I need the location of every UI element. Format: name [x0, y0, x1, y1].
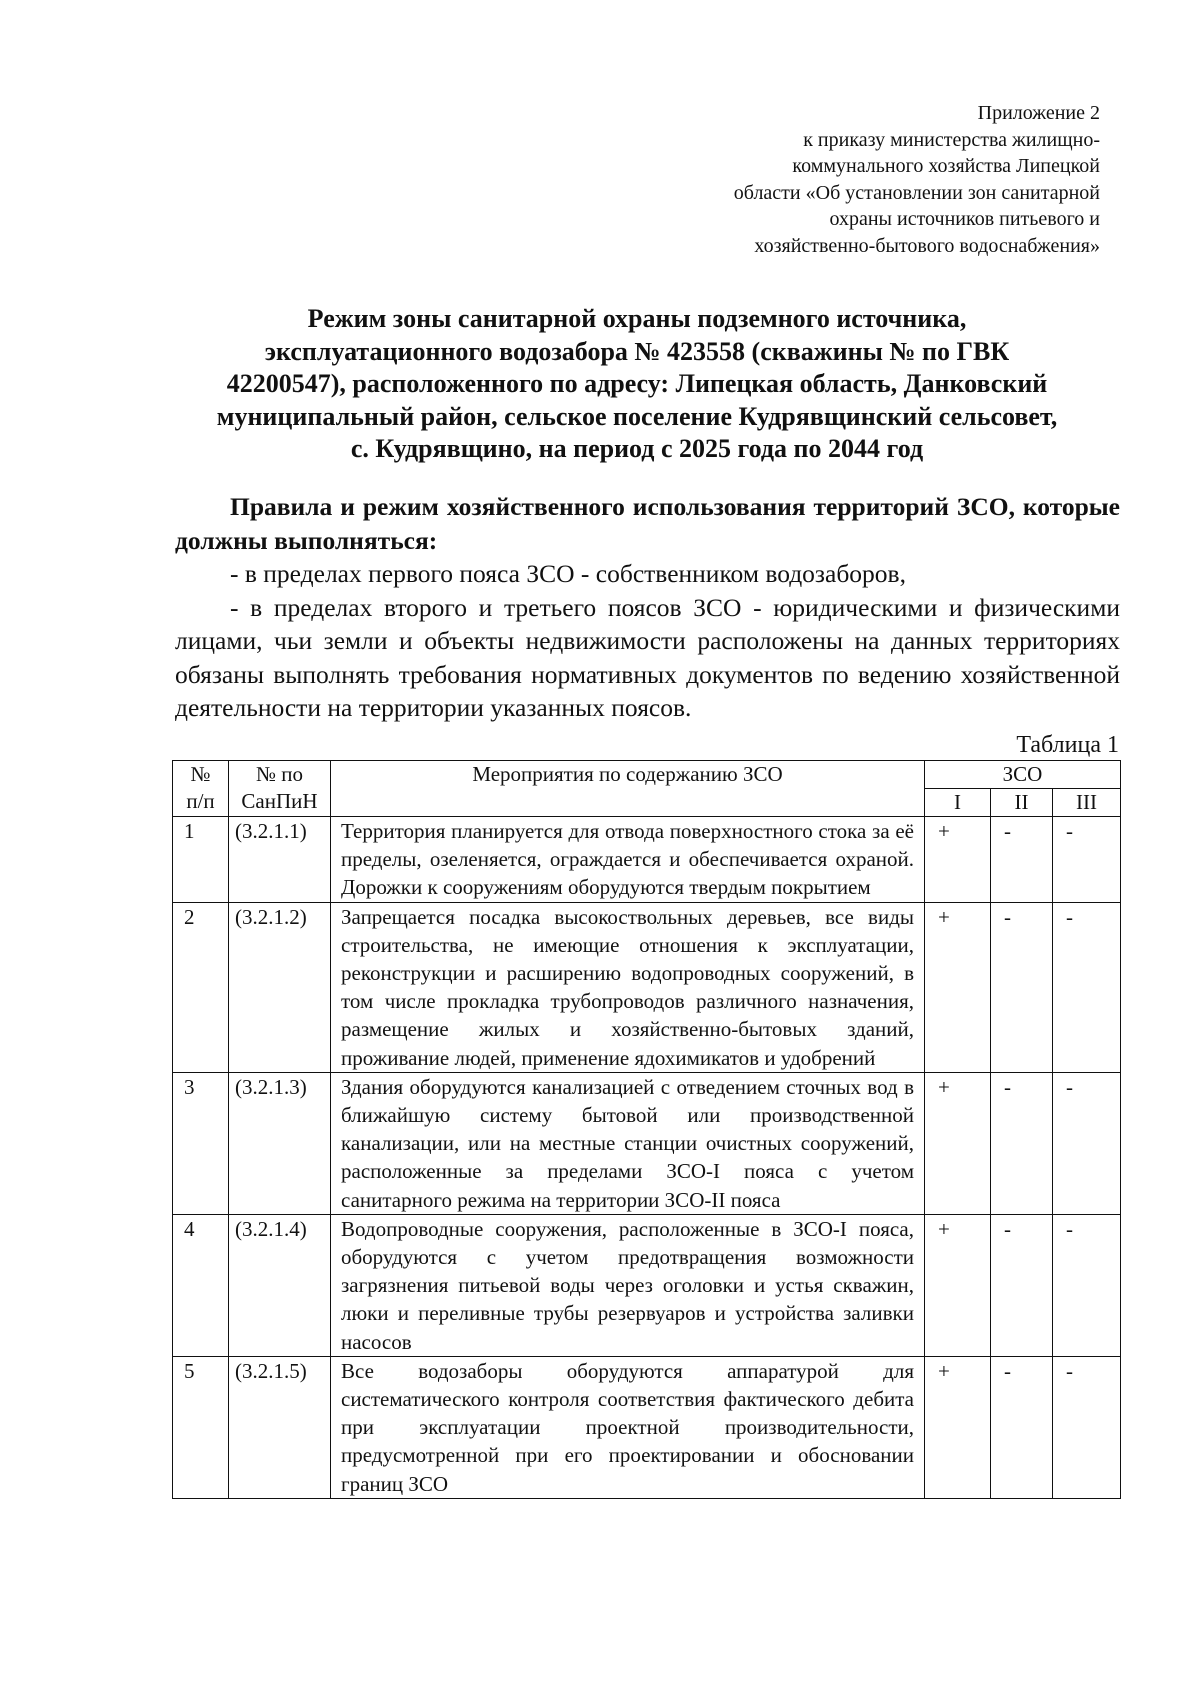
- row-measure-text: Все водозаборы оборудуются аппаратурой для систематического контроля соответствия фактического дебита при эксплуатации проектной производительности, предусмотренной при его проектировании и обосновании границ ЗСО: [331, 1356, 925, 1498]
- table-row: [173, 817, 1121, 903]
- row-num: 4: [173, 1214, 229, 1356]
- header-num-line: п/п: [186, 789, 215, 813]
- table-header-row: [173, 761, 1121, 789]
- row-num: 2: [173, 902, 229, 1072]
- row-zone-3-mark: -: [1053, 902, 1121, 1072]
- rules-item-second-third-zone: - в пределах второго и третьего поясов ЗСО - юридическими и физическими лицами, чьи земли и объекты недвижимости расположены на данных территориях обязаны выполнять требования нормативных документов по ведению хозяйственной деятельности на территории указанных поясов.: [175, 592, 1120, 722]
- header-sanpin-line: СанПиН: [241, 789, 318, 813]
- row-zone-3-mark: -: [1053, 817, 1121, 903]
- header-sanpin: [229, 761, 331, 817]
- row-sanpin-ref: (3.2.1.3): [229, 1072, 331, 1214]
- annex-line: Приложение 2: [977, 102, 1100, 124]
- row-sanpin-ref: (3.2.1.5): [229, 1356, 331, 1498]
- row-measure-text: Здания оборудуются канализацией с отведением сточных вод в ближайшую систему бытовой или производственной канализации, или на местные станции очистных сооружений, расположенные за пределами ЗСО-I пояса с учетом санитарного режима на территории ЗСО-II пояса: [331, 1072, 925, 1214]
- header-zone-1: I: [925, 789, 991, 817]
- table-caption: Таблица 1: [1016, 732, 1119, 758]
- rules-item-first-zone: - в пределах первого пояса ЗСО - собственником водозаборов,: [230, 559, 906, 588]
- row-zone-1-mark: +: [925, 1214, 991, 1356]
- header-zone-3: III: [1053, 789, 1121, 817]
- row-zone-3-mark: -: [1053, 1214, 1121, 1356]
- row-num: 5: [173, 1356, 229, 1498]
- measures-table: [172, 760, 1121, 1499]
- annex-header: [600, 100, 1100, 260]
- row-sanpin-ref: (3.2.1.2): [229, 902, 331, 1072]
- row-measure-text: Водопроводные сооружения, расположенные в ЗСО-I пояса, оборудуются с учетом предотвращения возможности загрязнения питьевой воды через оголовки и устья скважин, люки и переливные трубы резервуаров и устройства заливки насосов: [331, 1214, 925, 1356]
- document-title: [170, 303, 1104, 466]
- row-zone-3-mark: -: [1053, 1356, 1121, 1498]
- row-num: 1: [173, 817, 229, 903]
- title-line: с. Кудрявщино, на период с 2025 года по 2044 год: [350, 434, 924, 463]
- annex-line: области «Об установлении зон санитарной: [733, 181, 1100, 204]
- title-line: муниципальный район, сельское поселение Кудрявщинский сельсовет,: [216, 401, 1058, 431]
- annex-line: охраны источников питьевого и: [829, 208, 1100, 231]
- table-row: [173, 1072, 1121, 1214]
- annex-line: к приказу министерства жилищно-: [803, 128, 1100, 151]
- rules-section: [175, 490, 1120, 725]
- row-zone-3-mark: -: [1053, 1072, 1121, 1214]
- row-zone-2-mark: -: [991, 1072, 1053, 1214]
- row-zone-2-mark: -: [991, 1356, 1053, 1498]
- table-row: [173, 1356, 1121, 1498]
- row-zone-1-mark: +: [925, 1072, 991, 1214]
- row-num: 3: [173, 1072, 229, 1214]
- annex-line: хозяйственно-бытового водоснабжения»: [754, 234, 1100, 257]
- title-line: эксплуатационного водозабора № 423558 (скважины № по ГВК: [264, 336, 1010, 366]
- row-measure-text: Запрещается посадка высокоствольных деревьев, все виды строительства, не имеющие отношения к эксплуатации, реконструкции и расширению водопроводных сооружений, в том числе прокладка трубопроводов различного назначения, размещение жилых и хозяйственно-бытовых зданий, проживание людей, применение ядохимикатов и удобрений: [331, 902, 925, 1072]
- header-zone: ЗСО: [925, 761, 1121, 789]
- row-zone-2-mark: -: [991, 902, 1053, 1072]
- row-sanpin-ref: (3.2.1.4): [229, 1214, 331, 1356]
- row-zone-2-mark: -: [991, 1214, 1053, 1356]
- header-num-line: №: [190, 762, 211, 786]
- row-zone-1-mark: +: [925, 1356, 991, 1498]
- header-measures: Мероприятия по содержанию ЗСО: [331, 761, 925, 817]
- annex-line: коммунального хозяйства Липецкой: [792, 155, 1100, 178]
- rules-heading: Правила и режим хозяйственного использования территорий ЗСО, которые должны выполняться:: [175, 492, 1120, 555]
- table-row: [173, 902, 1121, 1072]
- row-zone-2-mark: -: [991, 817, 1053, 903]
- row-zone-1-mark: +: [925, 902, 991, 1072]
- table-row: [173, 1214, 1121, 1356]
- row-sanpin-ref: (3.2.1.1): [229, 817, 331, 903]
- title-line: Режим зоны санитарной охраны подземного источника,: [307, 304, 967, 333]
- header-sanpin-line: № по: [255, 762, 304, 786]
- header-num: [173, 761, 229, 817]
- title-line: 42200547), расположенного по адресу: Липецкая область, Данковский: [226, 369, 1048, 398]
- header-zone-2: II: [991, 789, 1053, 817]
- row-zone-1-mark: +: [925, 817, 991, 903]
- row-measure-text: Территория планируется для отвода поверхностного стока за её пределы, озеленяется, ограждается и обеспечивается охраной. Дорожки к сооружениям оборудуются твердым покрытием: [331, 817, 925, 903]
